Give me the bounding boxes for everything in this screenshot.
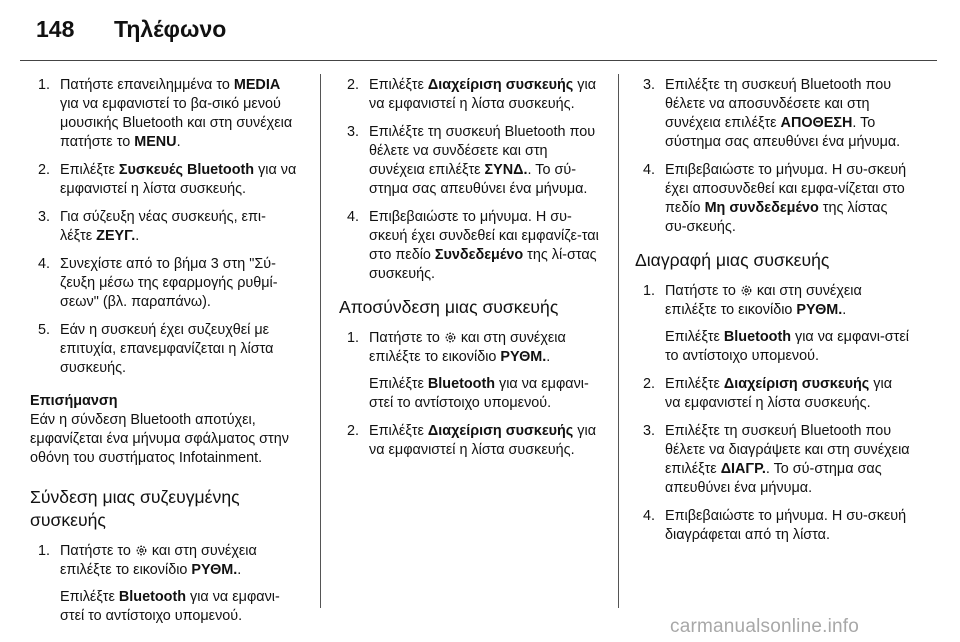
column-1: [30, 76, 298, 635]
list-item: 4. Συνεχίστε από το βήμα 3 στη "Σύ-ζευξη μέσω της εφαρμογής ρυθμί-σεων" (βλ. παραπάνω).: [38, 256, 278, 310]
list-item: 1. Πατήστε το και στη συνέχεια επιλέξτε το εικονίδιο ΡΥΘΜ.. Επιλέξτε Bluetooth για να εμφανι-στεί το αντίστοιχο υπομενού.: [38, 543, 280, 624]
column-3: [635, 76, 911, 554]
list-item: 2. Επιλέξτε Διαχείριση συσκευής για να εμφανιστεί η λίστα συσκευής.: [643, 376, 893, 411]
section-heading: Αποσύνδεση μιας συσκευής: [339, 297, 559, 317]
list-item: 2. Επιλέξτε Συσκευές Bluetooth για να εμφανιστεί η λίστα συσκευής.: [38, 162, 297, 197]
note-title: Επισήμανση: [30, 393, 118, 409]
watermark-link[interactable]: carmanualsonline.info: [670, 616, 860, 637]
list-item: 4. Επιβεβαιώστε το μήνυμα. Η συ-σκευή έχει συνδεθεί και εμφανίζε-ται στο πεδίο Συνδεδεμένο της λί-στας συσκευής.: [347, 209, 599, 282]
list-item: 3. Επιλέξτε τη συσκευή Bluetooth που θέλετε να συνδέσετε και στη συνέχεια επιλέξτε ΣΥΝΔ.. Το σύ-στημα σας απευθύνει ένα μήνυμα.: [347, 124, 596, 197]
list-item: 2. Επιλέξτε Διαχείριση συσκευής για να εμφανιστεί η λίστα συσκευής.: [347, 77, 597, 112]
column-2: [339, 76, 607, 469]
section-heading: Διαγραφή μιας συσκευής: [635, 250, 830, 270]
menu-button-label: MENU: [134, 134, 177, 150]
gear-icon: [135, 544, 148, 557]
note-text: Εάν η σύνδεση Bluetooth αποτύχει, εμφανίζεται ένα μήνυμα σφάλματος στην οθόνη του συστήματος Infotainment.: [30, 412, 289, 466]
list-item: 5. Εάν η συσκευή έχει συζευχθεί με επιτυχία, επανεμφανίζεται η λίστα συσκευής.: [38, 322, 274, 376]
gear-icon: [444, 331, 457, 344]
section-heading: Σύνδεση μιας συζευγμένης συσκευής: [30, 487, 240, 530]
list-item: 4. Επιβεβαιώστε το μήνυμα. Η συ-σκευή έχει αποσυνδεθεί και εμφα-νίζεται στο πεδίο Μη συνδεδεμένο της λίστας συ-σκευής.: [643, 162, 907, 235]
list-item: 3. Επιλέξτε τη συσκευή Bluetooth που θέλετε να διαγράψετε και στη συνέχεια επιλέξτε ΔΙΑΓΡ.. Το σύ-στημα σας απευθύνει ένα μήνυμα.: [643, 423, 910, 496]
page-title: Τηλέφωνο: [114, 16, 227, 42]
media-button-label: MEDIA: [233, 77, 281, 93]
list-item: 1. Πατήστε το και στη συνέχεια επιλέξτε το εικονίδιο ΡΥΘΜ.. Επιλέξτε Bluetooth για να εμφανι-στεί το αντίστοιχο υπομενού.: [643, 283, 909, 364]
gear-icon: [740, 284, 753, 297]
page-number: 148: [36, 16, 75, 42]
list-item: 3. Για σύζευξη νέας συσκευής, επι-λέξτε ΖΕΥΓ..: [38, 209, 266, 244]
list-item: 3. Επιλέξτε τη συσκευή Bluetooth που θέλετε να αποσυνδέσετε και στη συνέχεια επιλέξτε ΑΠΟΘΕΣΗ. Το σύστημα σας απευθύνει ένα μήνυμα.: [643, 77, 901, 150]
page-header: [0, 0, 960, 62]
list-item: 1. Πατήστε επανειλημμένα το MEDIA για να εμφανιστεί το βα-σικό μενού μουσικής Bluetooth και στη συνέχεια πατήστε το MENU.: [38, 77, 293, 150]
column-divider-right: [618, 74, 619, 608]
list-item: 4. Επιβεβαιώστε το μήνυμα. Η συ-σκευή διαγράφεται από τη λίστα.: [643, 508, 907, 543]
note-box: [30, 392, 298, 468]
column-divider-left: [320, 74, 321, 608]
list-item: 1. Πατήστε το και στη συνέχεια επιλέξτε το εικονίδιο ΡΥΘΜ.. Επιλέξτε Bluetooth για να εμφανι-στεί το αντίστοιχο υπομενού.: [347, 330, 589, 411]
header-rule: [20, 60, 937, 61]
list-item: 2. Επιλέξτε Διαχείριση συσκευής για να εμφανιστεί η λίστα συσκευής.: [347, 423, 597, 458]
